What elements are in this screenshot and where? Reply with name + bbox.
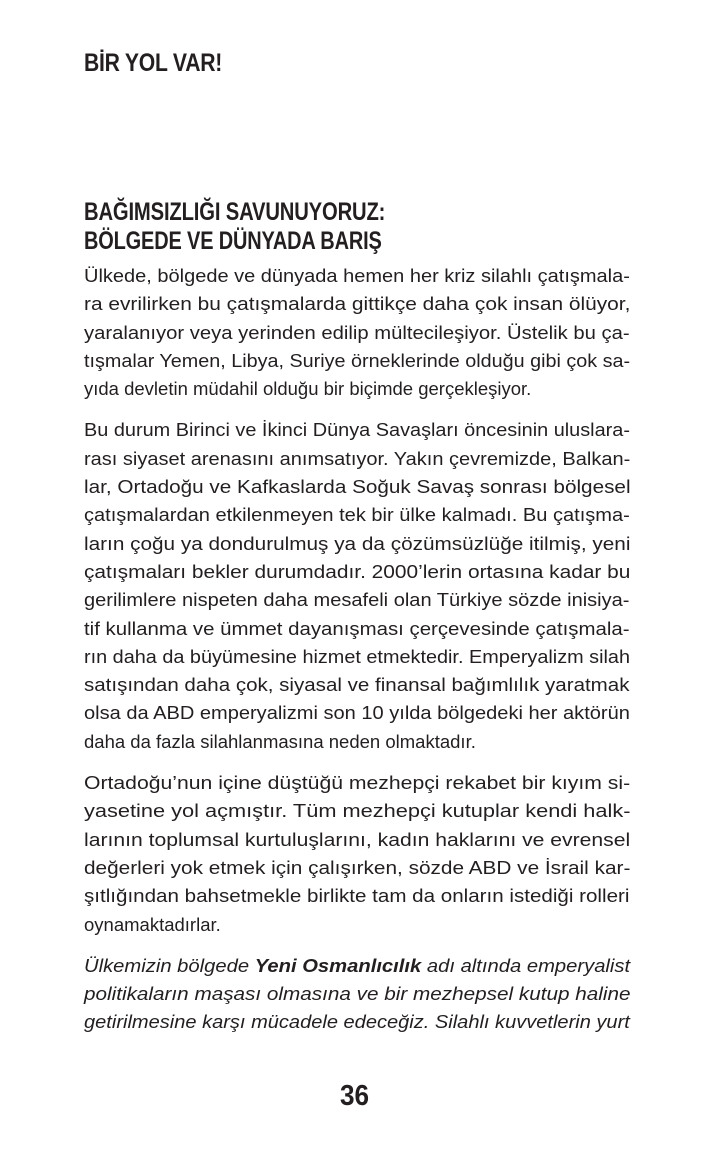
text-line: tışmalar Yemen, Libya, Suriye örneklerinde olduğu gibi çok sa- bbox=[84, 349, 631, 371]
text-line bbox=[84, 952, 630, 980]
paragraph bbox=[84, 769, 630, 939]
text-line: tif kullanma ve ümmet dayanışması çerçevesinde çatışmala- bbox=[84, 617, 630, 639]
text-line: rası siyaset arenasını anımsatıyor. Yakın çevremizde, Balkan- bbox=[84, 447, 631, 469]
text-line: değerleri yok etmek için çalışırken, sözde ABD ve İsrail kar- bbox=[84, 856, 631, 878]
text-line: oynamaktadırlar. bbox=[84, 913, 221, 935]
text-line: politikaların maşası olmasına ve bir mezhepsel kutup haline bbox=[84, 983, 631, 1005]
body-text bbox=[84, 262, 630, 1050]
text-line: Bu durum Birinci ve İkinci Dünya Savaşları öncesinin uluslara- bbox=[84, 419, 630, 441]
section-heading-line-1: BAĞIMSIZLIĞI SAVUNUYORUZ: bbox=[84, 198, 386, 226]
text-line: daha da fazla silahlanmasına neden olmaktadır. bbox=[84, 730, 476, 752]
text-line: çatışmaları bekler durumdadır. 2000’lerin ortasına kadar bu bbox=[84, 560, 631, 582]
section-heading bbox=[84, 198, 457, 256]
text-line: ların çoğu ya dondurulmuş ya da çözümsüzlüğe itilmiş, yeni bbox=[84, 532, 631, 554]
italic-text: adı altında emperyalist bbox=[421, 954, 631, 976]
emphasis-bold-text: Yeni Osmanlıcılık bbox=[254, 954, 422, 976]
page-number: 36 bbox=[339, 1080, 370, 1112]
text-line: getirilmesine karşı mücadele edeceğiz. Silahlı kuvvetlerin yurt bbox=[84, 1011, 630, 1033]
text-line: larının toplumsal kurtuluşlarını, kadın haklarını ve evrensel bbox=[84, 828, 631, 850]
text-line: çatışmalardan etkilenmeyen tek bir ülke kalmadı. Bu çatışma- bbox=[84, 504, 630, 526]
running-header: BİR YOL VAR! bbox=[84, 49, 223, 77]
italic-text: Ülkemizin bölgede bbox=[84, 954, 255, 976]
text-line: ra evrilirken bu çatışmalarda gittikçe daha çok insan ölüyor, bbox=[84, 293, 631, 315]
text-line: şıtlığından bahsetmekle birlikte tam da onların istediği rolleri bbox=[84, 885, 630, 907]
text-line: yasetine yol açmıştır. Tüm mezhepçi kutuplar kendi halk- bbox=[84, 800, 631, 822]
paragraph bbox=[84, 416, 630, 756]
text-line: gerilimlere nispeten daha mesafeli olan Türkiye sözde inisiya- bbox=[84, 589, 630, 611]
paragraph bbox=[84, 262, 630, 403]
paragraph bbox=[84, 952, 630, 1037]
text-line: Ortadoğu’nun içine düştüğü mezhepçi rekabet bir kıyım si- bbox=[84, 772, 631, 794]
section-heading-line-2: BÖLGEDE VE DÜNYADA BARIŞ bbox=[84, 227, 382, 255]
text-line: rın daha da büyümesine hizmet etmektedir. Emperyalizm silah bbox=[84, 645, 630, 667]
text-line: yıda devletin müdahil olduğu bir biçimde gerçekleşiyor. bbox=[84, 378, 532, 400]
text-line: Ülkede, bölgede ve dünyada hemen her kriz silahlı çatışmala- bbox=[84, 265, 630, 286]
text-line: olsa da ABD emperyalizmi son 10 yılda bölgedeki her aktörün bbox=[84, 702, 630, 724]
text-line: yaralanıyor veya yerinden edilip mültecileşiyor. Üstelik bu ça- bbox=[84, 321, 630, 343]
text-line: satışından daha çok, siyasal ve finansal bağımlılık yaratmak bbox=[84, 674, 630, 696]
text-line: lar, Ortadoğu ve Kafkaslarda Soğuk Savaş sonrası bölgesel bbox=[84, 476, 631, 498]
